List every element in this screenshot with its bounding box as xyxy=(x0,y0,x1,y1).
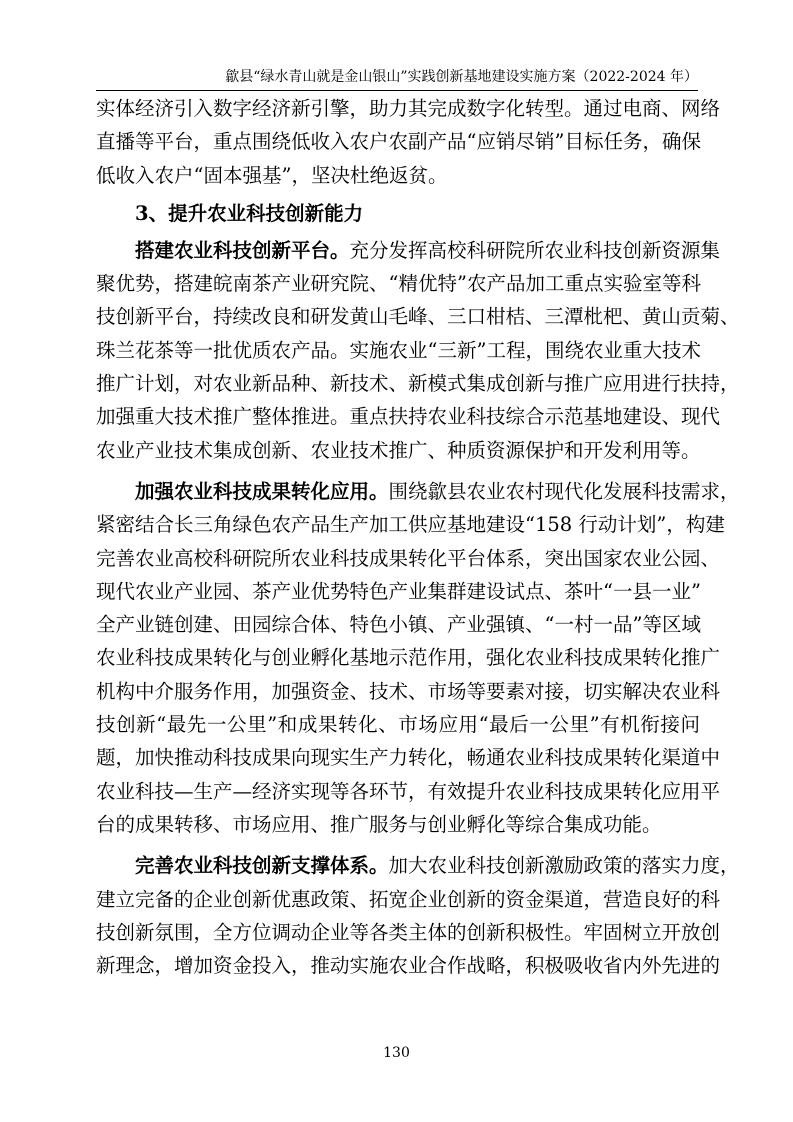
paragraph-first-line xyxy=(96,849,740,882)
text-line: 推广计划，对农业新品种、新技术、新模式集成创新与推广应用进行扶持， xyxy=(96,372,740,396)
text-line: 技创新平台，持续改良和研发黄山毛峰、三口柑桔、三潭枇杷、黄山贡菊、 xyxy=(96,305,740,329)
text-line: 农业科技—生产—经济实现等各环节，有效提升农业科技成果转化应用平 xyxy=(96,779,721,803)
paragraph-lead: 搭建农业科技创新平台。 xyxy=(135,238,350,262)
text-line: 题，加快推动科技成果向现实生产力转化，畅通农业科技成果转化渠道中 xyxy=(96,746,721,770)
text-line: 加强重大技术推广整体推进。重点扶持农业科技综合示范基地建设、现代 xyxy=(96,405,721,429)
text-line: 实体经济引入数字经济新引擎，助力其完成数字化转型。通过电商、网络 xyxy=(96,97,721,120)
document-body xyxy=(96,92,740,982)
paragraph-lead: 完善农业科技创新支撑体系。 xyxy=(135,854,389,878)
running-header: 歙县“绿水青山就是金山银山”实践创新基地建设实施方案（2022-2024 年） xyxy=(96,68,698,91)
text-run: 充分发挥高校科研院所农业科技创新资源集 xyxy=(349,238,721,262)
section-heading: 3、提升农业科技创新能力 xyxy=(135,201,364,225)
text-line: 珠兰花茶等一批优质农产品。实施农业“三新”工程，围绕农业重大技术 xyxy=(96,338,701,362)
text-run: 围绕歙县农业农村现代化发展科技需求， xyxy=(388,479,740,503)
text-line: 全产业链创建、田园综合体、特色小镇、产业强镇、“一村一品”等区域 xyxy=(96,613,701,637)
paragraph-lead: 加强农业科技成果转化应用。 xyxy=(135,479,389,503)
paragraph-first-line xyxy=(96,234,721,267)
page-number: 130 xyxy=(383,1045,410,1061)
text-line: 现代农业产业园、茶产业优势特色产业集群建设试点、茶叶“一县一业” xyxy=(96,579,701,603)
text-line: 直播等平台，重点围绕低收入农户农副产品“应销尽销”目标任务，确保 xyxy=(96,130,701,154)
text-line: 台的成果转移、市场应用、推广服务与创业孵化等综合集成功能。 xyxy=(96,812,662,836)
text-line: 新理念，增加资金投入，推动实施农业合作战略，积极吸收省内外先进的 xyxy=(96,954,721,978)
text-line: 农业科技成果转化与创业孵化基地示范作用，强化农业科技成果转化推广 xyxy=(96,646,721,670)
text-line: 低收入农户“固本强基”，坚决杜绝返贫。 xyxy=(96,163,448,187)
text-line: 建立完备的企业创新优惠政策、拓宽企业创新的资金渠道，营造良好的科 xyxy=(96,887,721,911)
text-line: 紧密结合长三角绿色农产品生产加工供应基地建设“158 行动计划”，构建 xyxy=(96,513,725,537)
text-line: 技创新氛围，全方位调动企业等各类主体的创新积极性。牢固树立开放创 xyxy=(96,920,721,944)
text-line: 技创新“最先一公里”和成果转化、市场应用“最后一公里”有机衔接问 xyxy=(96,713,700,737)
text-line: 农业产业技术集成创新、农业技术推广、种质资源保护和开发利用等。 xyxy=(96,438,701,462)
text-run: 加大农业科技创新激励政策的落实力度， xyxy=(388,854,740,878)
paragraph-first-line xyxy=(96,475,740,508)
text-line: 完善农业高校科研院所农业科技成果转化平台体系，突出国家农业公园、 xyxy=(96,546,721,570)
text-line: 机构中介服务作用，加强资金、技术、市场等要素对接，切实解决农业科 xyxy=(96,679,721,703)
text-line: 聚优势，搭建皖南茶产业研究院、“精优特”农产品加工重点实验室等科 xyxy=(96,272,701,296)
